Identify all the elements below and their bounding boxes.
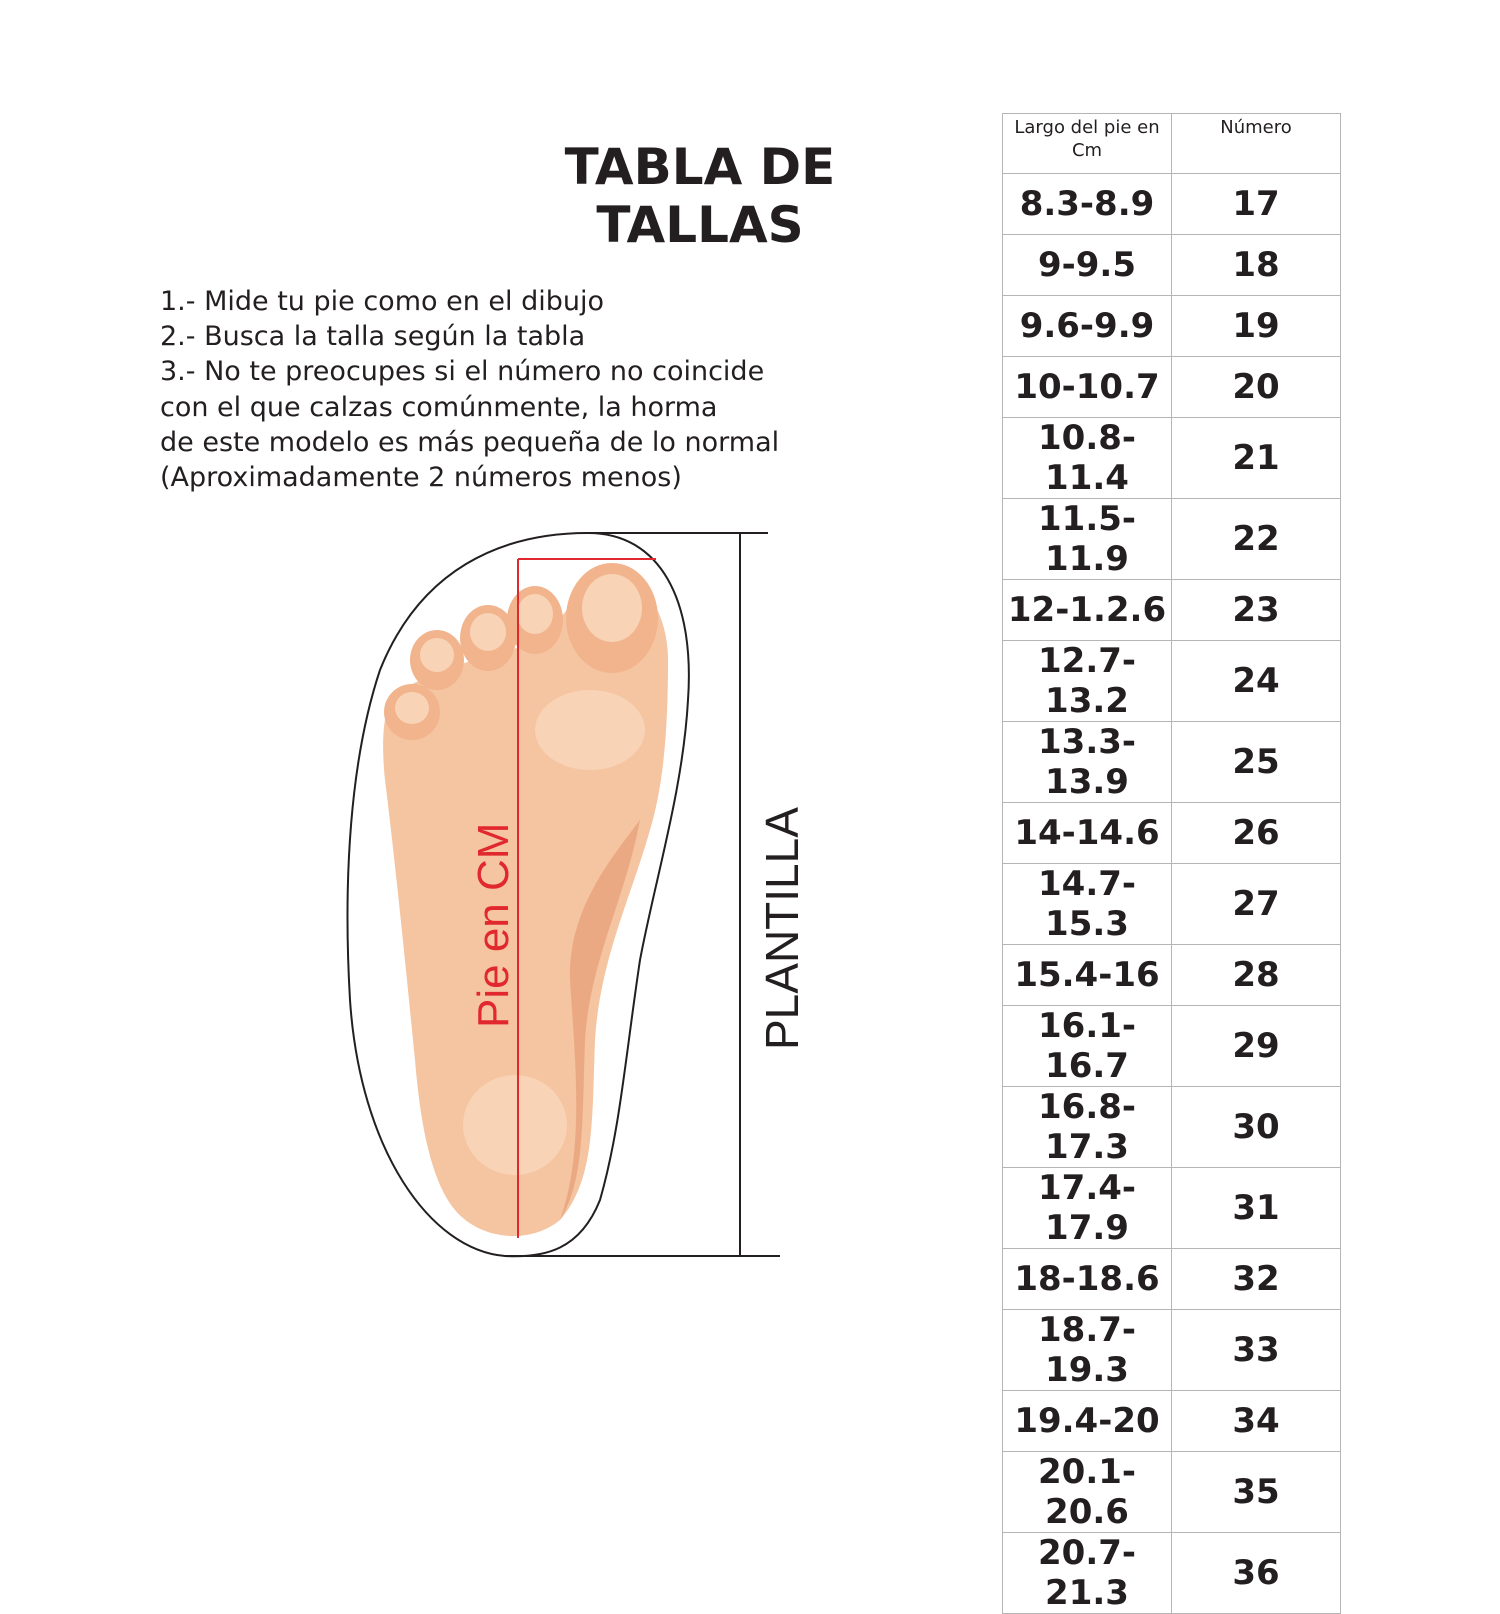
header-foot-length: Largo del pie en Cm [1003,114,1172,174]
table-row [1003,1087,1341,1168]
size-cell: 18 [1172,235,1341,296]
second-toe-pad [517,594,553,634]
size-cell: 20 [1172,357,1341,418]
foot-length-cell: 12-1.2.6 [1003,580,1172,641]
size-cell: 24 [1172,641,1341,722]
table-row [1003,235,1341,296]
table-row [1003,803,1341,864]
foot-length-cell: 18-18.6 [1003,1249,1172,1310]
table-row [1003,418,1341,499]
table-row [1003,1310,1341,1391]
instruction-line: 1.- Mide tu pie como en el dibujo [160,286,605,317]
table-row [1003,1168,1341,1249]
size-table [1002,113,1341,1614]
foot-length-cell: 18.7-19.3 [1003,1310,1172,1391]
foot-length-cell: 20.1-20.6 [1003,1452,1172,1533]
size-cell: 36 [1172,1533,1341,1614]
table-row [1003,357,1341,418]
third-toe-pad [470,613,506,651]
table-row [1003,641,1341,722]
instruction-line: 3.- No te preocupes si el número no coincide [160,356,765,388]
foot-length-cell: 10.8-11.4 [1003,418,1172,499]
heel-pad [463,1075,567,1175]
instruction-line: de este modelo es más pequeña de lo normal [160,426,780,458]
foot-length-cell: 12.7-13.2 [1003,641,1172,722]
table-row [1003,1006,1341,1087]
size-cell: 32 [1172,1249,1341,1310]
ball-pad [535,690,645,770]
size-cell: 26 [1172,803,1341,864]
instruction-line: (Aproximadamente 2 números menos) [160,462,682,494]
instruction-line: con el que calzas comúnmente, la horma [160,391,718,423]
foot-length-cell: 20.7-21.3 [1003,1533,1172,1614]
foot-length-cell: 9.6-9.9 [1003,296,1172,357]
foot-length-cell: 14-14.6 [1003,803,1172,864]
foot-length-cell: 19.4-20 [1003,1391,1172,1452]
table-row [1003,864,1341,945]
size-cell: 25 [1172,722,1341,803]
foot-length-cell: 9-9.5 [1003,235,1172,296]
foot-length-cell: 17.4-17.9 [1003,1168,1172,1249]
foot-length-cell: 16.1-16.7 [1003,1006,1172,1087]
size-cell: 30 [1172,1087,1341,1168]
table-row [1003,722,1341,803]
size-cell: 19 [1172,296,1341,357]
size-cell: 17 [1172,174,1341,235]
size-cell: 21 [1172,418,1341,499]
size-cell: 23 [1172,580,1341,641]
table-row [1003,1249,1341,1310]
foot-length-cell: 11.5-11.9 [1003,499,1172,580]
table-row [1003,1391,1341,1452]
size-cell: 35 [1172,1452,1341,1533]
size-cell: 31 [1172,1168,1341,1249]
header-number: Número [1172,114,1341,174]
size-cell: 27 [1172,864,1341,945]
foot-length-cell: 16.8-17.3 [1003,1087,1172,1168]
foot-length-cell: 8.3-8.9 [1003,174,1172,235]
foot-length-cell: 13.3-13.9 [1003,722,1172,803]
table-row [1003,580,1341,641]
foot-length-cell: 15.4-16 [1003,945,1172,1006]
fourth-toe-pad [420,638,454,672]
table-header-row [1003,114,1341,174]
size-cell: 33 [1172,1310,1341,1391]
size-cell: 29 [1172,1006,1341,1087]
insole-length-label: PLANTILLA [756,807,808,1050]
little-toe-pad [395,692,429,724]
instruction-line: 2.- Busca la talla según la tabla [160,321,586,353]
table-row [1003,174,1341,235]
foot-length-label: Pie en CM [469,822,518,1028]
page-title: TABLA DE TALLAS [564,138,836,254]
size-cell: 34 [1172,1391,1341,1452]
table-row [1003,945,1341,1006]
table-row [1003,296,1341,357]
big-toe-pad [582,574,642,642]
table-row [1003,499,1341,580]
table-row [1003,1533,1341,1614]
size-cell: 28 [1172,945,1341,1006]
foot-length-cell: 10-10.7 [1003,357,1172,418]
size-cell: 22 [1172,499,1341,580]
table-row [1003,1452,1341,1533]
foot-length-cell: 14.7-15.3 [1003,864,1172,945]
